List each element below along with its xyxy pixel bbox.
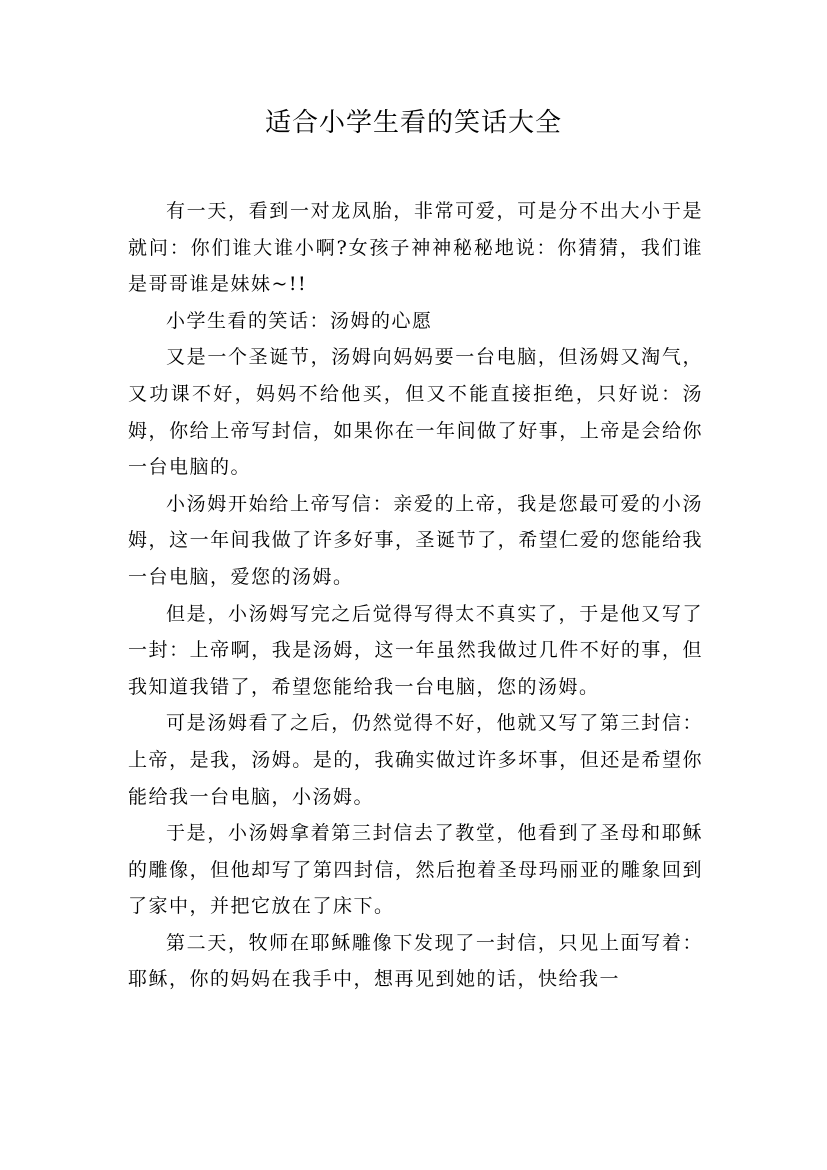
paragraph-third-letter: 可是汤姆看了之后，仍然觉得不好，他就又写了第三封信：上帝，是我，汤姆。是的，我确实做过许多坏事，但还是希望你能给我一台电脑，小汤姆。: [128, 712, 703, 808]
paragraph-second-letter: 但是，小汤姆写完之后觉得写得太不真实了，于是他又写了一封：上帝啊，我是汤姆，这一年虽然我做过几件不好的事，但我知道我错了，希望您能给我一台电脑，您的汤姆。: [128, 602, 703, 698]
paragraph-twins-joke: 有一天，看到一对龙凤胎，非常可爱，可是分不出大小于是就问：你们谁大谁小啊?女孩子神神秘秘地说：你猜猜，我们谁是哥哥谁是妹妹~!!: [128, 200, 703, 296]
document-title: 适合小学生看的笑话大全: [264, 108, 562, 138]
paragraph-section-heading: 小学生看的笑话：汤姆的心愿: [166, 309, 433, 332]
document-body: [128, 193, 703, 998]
paragraph-christmas-request: 又是一个圣诞节，汤姆向妈妈要一台电脑，但汤姆又淘气，又功课不好，妈妈不给他买，但又不能直接拒绝，只好说：汤姆，你给上帝写封信，如果你在一年间做了好事，上帝是会给你一台电脑的。: [128, 346, 703, 479]
paragraph-church-visit: 于是，小汤姆拿着第三封信去了教堂，他看到了圣母和耶稣的雕像，但他却写了第四封信，然后抱着圣母玛丽亚的雕象回到了家中，并把它放在了床下。: [128, 822, 703, 918]
paragraph-first-letter: 小汤姆开始给上帝写信：亲爱的上帝，我是您最可爱的小汤姆，这一年间我做了许多好事，圣诞节了，希望仁爱的您能给我一台电脑，爱您的汤姆。: [128, 492, 703, 588]
paragraph-priest-discovery: 第二天，牧师在耶稣雕像下发现了一封信，只见上面写着：耶稣，你的妈妈在我手中，想再见到她的话，快给我一: [128, 931, 703, 991]
